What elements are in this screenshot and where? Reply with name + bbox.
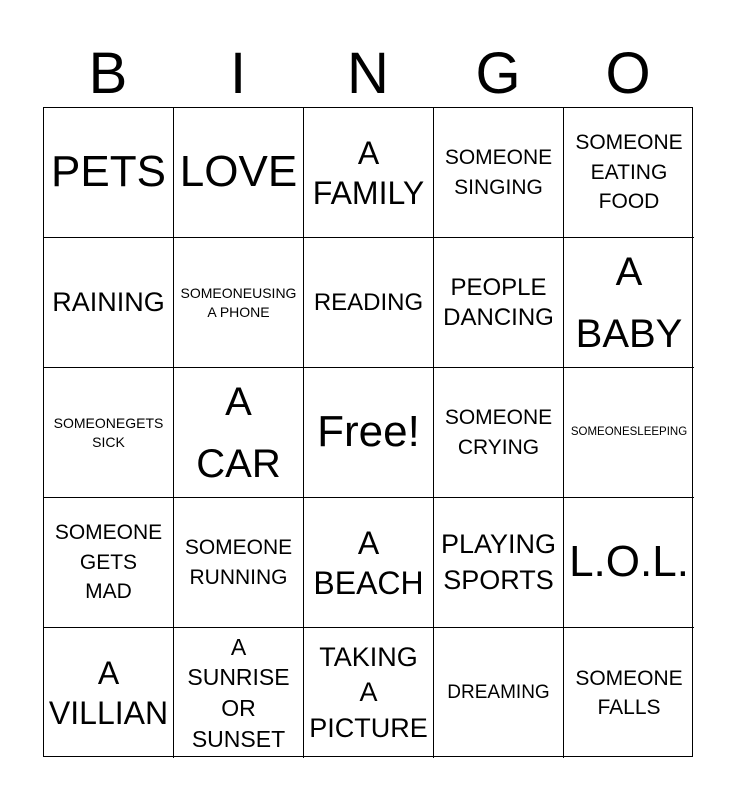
bingo-cell[interactable] (304, 238, 434, 368)
bingo-cell[interactable] (304, 498, 434, 628)
cell-label: SOMEONEUSING A PHONE (180, 285, 297, 320)
cell-label: SOMEONE FALLS (575, 666, 683, 719)
header-letter-i: I (229, 41, 247, 106)
cell-label: PEOPLE DANCING (443, 273, 554, 331)
bingo-cell[interactable] (434, 108, 564, 238)
bingo-grid (43, 107, 693, 757)
cell-label: SOMEONE RUNNING (184, 536, 293, 589)
cell-label: A BABY (575, 249, 683, 356)
bingo-cell[interactable] (44, 628, 174, 758)
free-space-label: Free! (317, 407, 420, 457)
cell-label: RAINING (52, 286, 165, 317)
free-space[interactable] (304, 368, 434, 498)
cell-label: A CAR (196, 379, 281, 486)
header-letter-g: G (475, 41, 521, 106)
bingo-cell[interactable] (434, 238, 564, 368)
cell-label: READING (313, 288, 424, 316)
bingo-cell[interactable] (44, 108, 174, 238)
bingo-cell[interactable] (564, 368, 694, 498)
bingo-cell[interactable] (564, 238, 694, 368)
bingo-cell[interactable] (434, 498, 564, 628)
cell-label: PLAYING SPORTS (440, 529, 557, 595)
bingo-cell[interactable] (44, 498, 174, 628)
bingo-cell[interactable] (174, 498, 304, 628)
bingo-cell[interactable] (564, 108, 694, 238)
cell-label: PETS (51, 147, 166, 197)
bingo-cell[interactable] (44, 368, 174, 498)
bingo-cell[interactable] (564, 498, 694, 628)
cell-label: TAKING A PICTURE (309, 642, 428, 743)
cell-label: SOMEONEGETS SICK (53, 415, 164, 450)
header-letter-b: B (88, 41, 128, 106)
cell-label: LOVE (179, 147, 298, 197)
bingo-cell[interactable] (174, 628, 304, 758)
bingo-cell[interactable] (304, 108, 434, 238)
header-letter-o: O (605, 41, 651, 106)
cell-label: L.O.L. (569, 537, 689, 587)
bingo-cell[interactable] (174, 238, 304, 368)
cell-label: DREAMING (447, 681, 550, 703)
bingo-cell[interactable] (304, 628, 434, 758)
cell-label: SOMEONE CRYING (444, 406, 553, 459)
bingo-cell[interactable] (174, 368, 304, 498)
bingo-cell[interactable] (174, 108, 304, 238)
cell-label: SOMEONE SINGING (444, 146, 553, 199)
cell-label: A BEACH (313, 524, 424, 601)
bingo-cell[interactable] (434, 368, 564, 498)
header-letter-n: N (347, 41, 389, 106)
bingo-cell[interactable] (44, 238, 174, 368)
bingo-cell[interactable] (434, 628, 564, 758)
cell-label: A FAMILY (312, 134, 425, 211)
cell-label: A VILLIAN (48, 655, 169, 731)
bingo-header (43, 40, 693, 108)
bingo-cell[interactable] (564, 628, 694, 758)
cell-label: A SUNRISE OR SUNSET (187, 633, 290, 752)
cell-label: SOMEONE GETS MAD (54, 521, 163, 604)
cell-label: SOMEONE EATING FOOD (575, 131, 683, 214)
cell-label: SOMEONESLEEPING (570, 426, 688, 439)
